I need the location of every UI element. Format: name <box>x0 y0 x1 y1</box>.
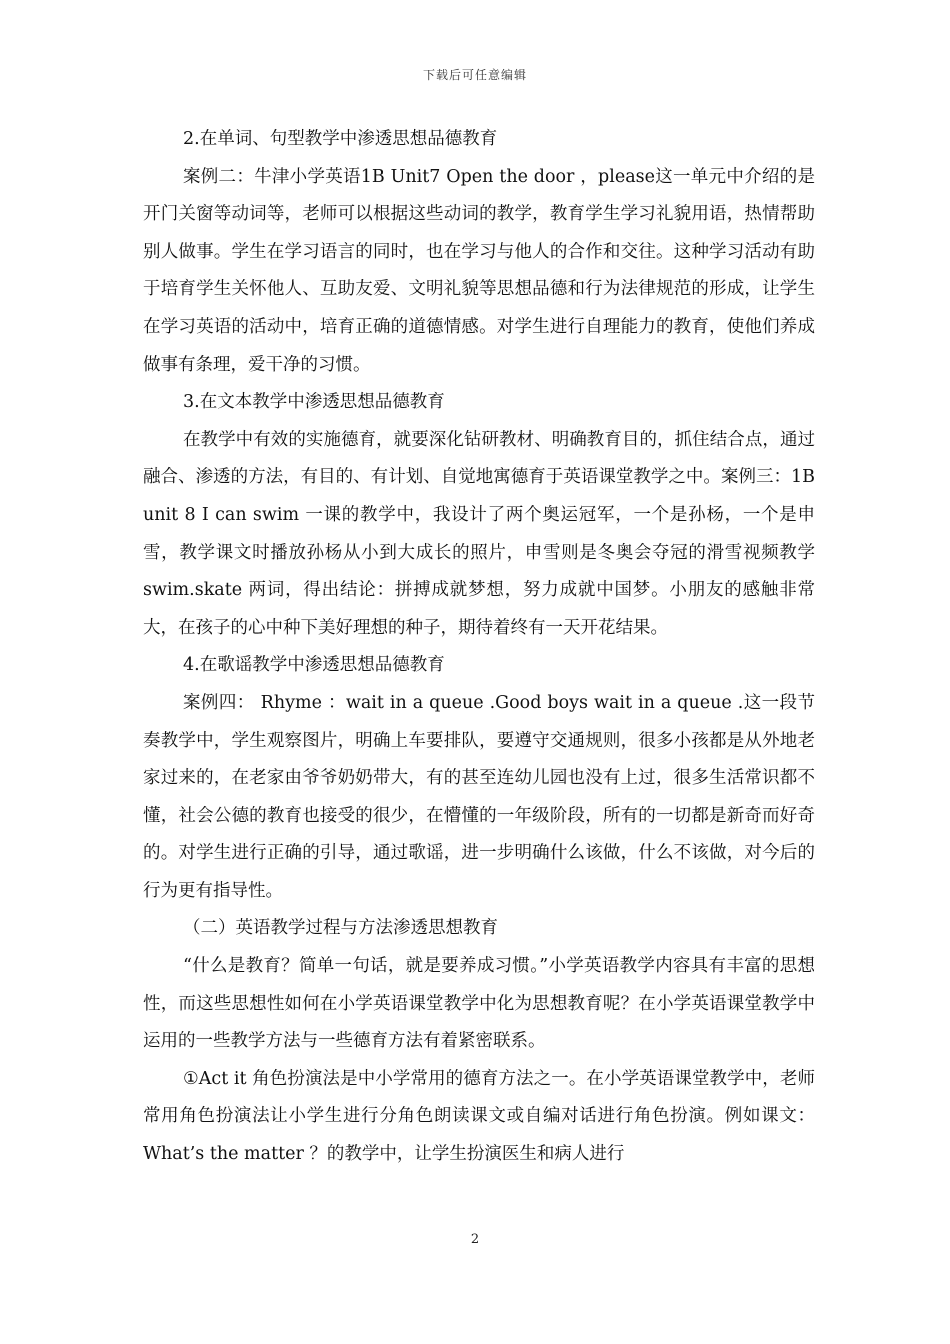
page-number: 2 <box>470 1232 480 1247</box>
education-quote-paragraph: “什么是教育？简单一句话，就是要养成习惯。”小学英语教学内容具有丰富的思想性，而这些思想性如何在小学英语课堂教学中化为思想教育呢？在小学英语课堂教学中运用的一些教学方法与一些德育方法有着紧密联系。 <box>143 956 815 1052</box>
section-heading-2: 2.在单词、句型教学中渗透思想品德教育 <box>183 129 498 149</box>
case-two-paragraph: 案例二：牛津小学英语1B Unit7 Open the door ，please这一单元中介绍的是开门关窗等动词等，老师可以根据这些动词的教学，教育学生学习礼貌用语，热情帮助别人做事。学生在学习语言的同时，也在学习与他人的合作和交往。这种学习活动有助于培育学生关怀他人、互助友爱、文明礼貌等思想品德和行为法律规范的形成，让学生在学习英语的活动中，培育正确的道德情感。对学生进行自理能力的教育，使他们养成做事有条理，爱干净的习惯。 <box>143 166 815 375</box>
case-four-paragraph: 案例四： Rhyme ：wait in a queue .Good boys wait in a queue .这一段节奏教学中，学生观察图片，明确上车要排队，要遵守交通规则，很多小孩都是从外地老家过来的，在老家由爷爷奶奶带大，有的甚至连幼儿园也没有上过，很多生活常识都不懂，社会公德的教育也接受的很少，在懵懂的一年级阶段，所有的一切都是新奇而好奇的。对学生进行正确的引导，通过歌谣，进一步明确什么该做，什么不该做，对今后的行为更有指导性。 <box>143 692 815 901</box>
section-heading-4: 4.在歌谣教学中渗透思想品德教育 <box>183 655 445 676</box>
section-heading-3: 3.在文本教学中渗透思想品德教育 <box>183 392 445 413</box>
act-it-paragraph: ①Act it 角色扮演法是中小学常用的德育方法之一。在小学英语课堂教学中，老师常用角色扮演法让小学生进行分角色朗读课文或自编对话进行角色扮演。例如课文：What’s the matter ？的教学中，让学生扮演医生和病人进行 <box>143 1068 815 1165</box>
page-header: 下载后可任意编辑 <box>422 68 527 82</box>
case-three-paragraph: 在教学中有效的实施德育，就要深化钻研教材、明确教育目的，抓住结合点，通过融合、渗透的方法，有目的、有计划、自觉地寓德育于英语课堂教学之中。案例三：1B unit 8 I can swim 一课的教学中，我设计了两个奥运冠军，一个是孙杨，一个是申雪，教学课文时播放孙杨从小到大成长的照片，申雪则是冬奥会夺冠的滑雪视频教学swim.skate 两词，得出结论：拼搏成就梦想，努力成就中国梦。小朋友的感触非常大，在孩子的心中种下美好理想的种子，期待着终有一天开花结果。 <box>143 429 815 638</box>
document-body <box>143 121 815 1174</box>
subsection-heading-2: （二）英语教学过程与方法渗透思想教育 <box>183 918 498 939</box>
